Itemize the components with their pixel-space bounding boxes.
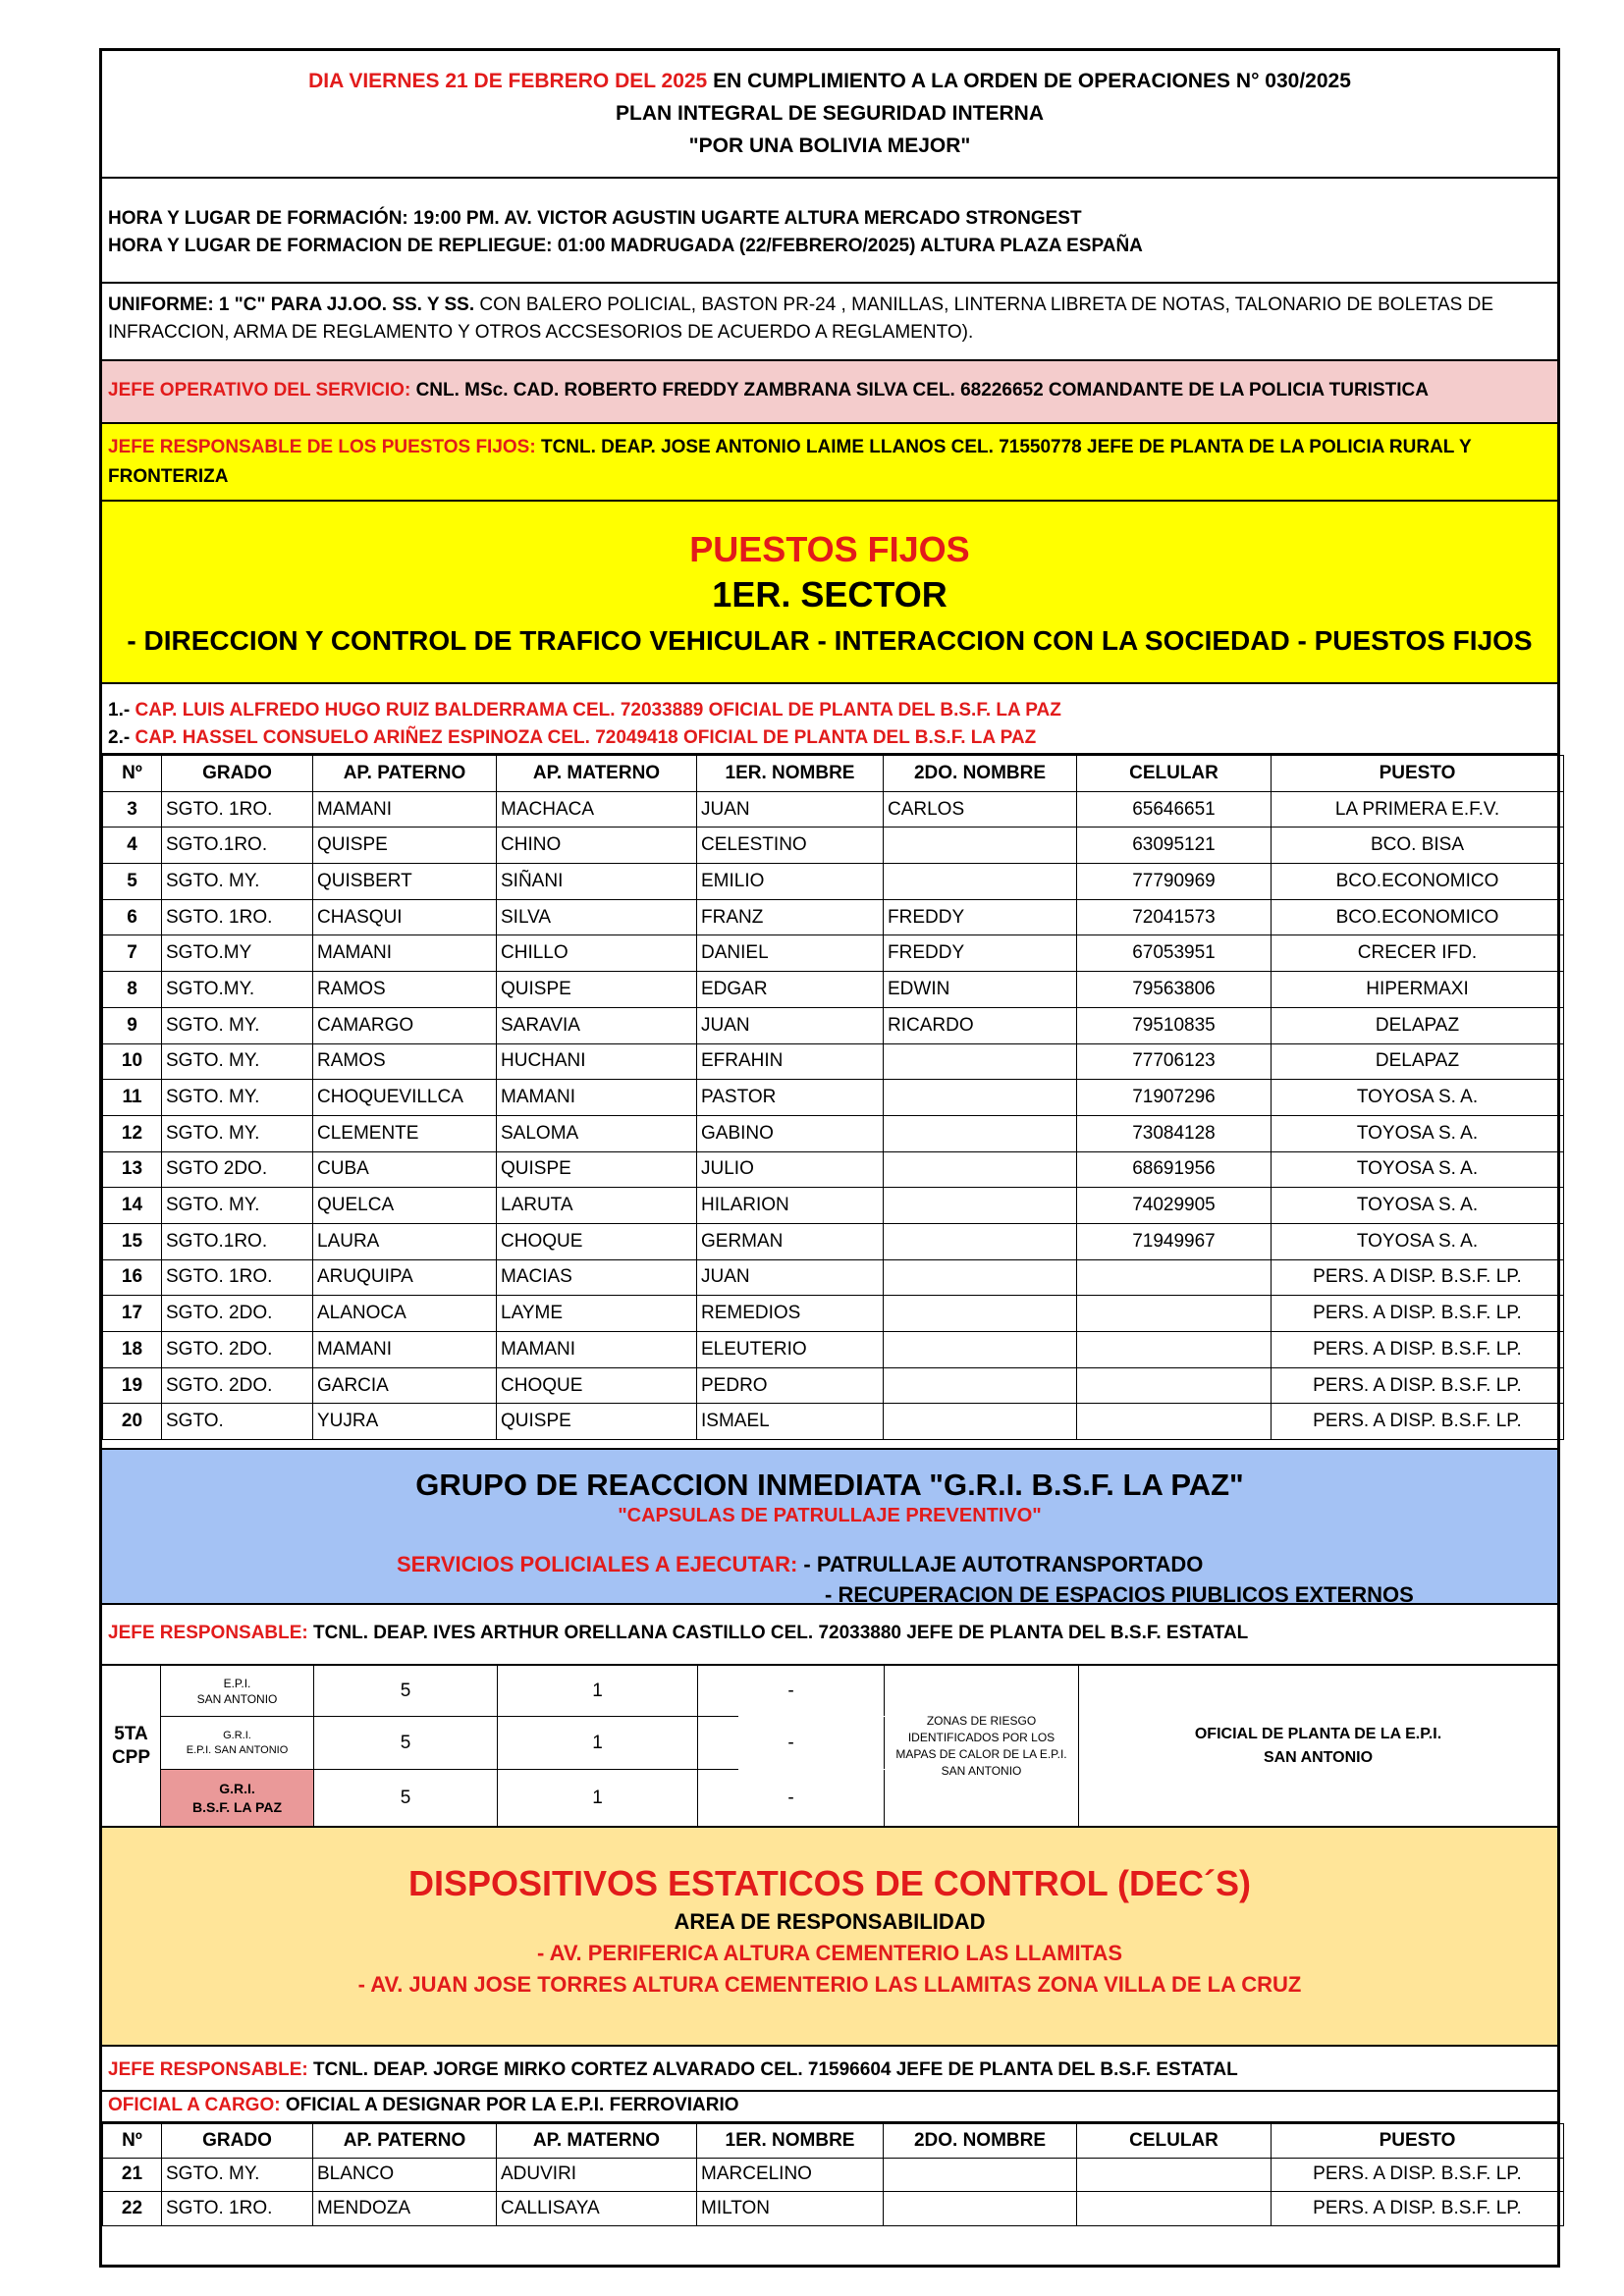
- cpp-unit: [161, 1770, 314, 1826]
- cell-first-name: JUAN: [697, 1007, 884, 1043]
- cell-maternal-surname: CHINO: [497, 828, 697, 864]
- cell-maternal-surname: SIÑANI: [497, 864, 697, 900]
- table-row: [103, 1367, 1564, 1404]
- table-row: [103, 2158, 1564, 2192]
- cell-row-number: 21: [103, 2158, 162, 2192]
- cpp-value: 5: [314, 1666, 498, 1716]
- cell-post: BCO.ECONOMICO: [1272, 899, 1564, 935]
- officer-item: [108, 697, 1557, 724]
- risk-zones-line: IDENTIFICADOS POR LOS: [907, 1730, 1056, 1744]
- cell-phone: 71949967: [1077, 1223, 1272, 1259]
- cell-post: LA PRIMERA E.F.V.: [1272, 791, 1564, 828]
- cell-second-name: [884, 1043, 1077, 1080]
- cell-paternal-surname: QUISBERT: [313, 864, 497, 900]
- cell-paternal-surname: QUISPE: [313, 828, 497, 864]
- cell-row-number: 11: [103, 1080, 162, 1116]
- cell-rank: SGTO 2DO.: [162, 1151, 313, 1188]
- cell-maternal-surname: SILVA: [497, 899, 697, 935]
- dec-location: - AV. JUAN JOSE TORRES ALTURA CEMENTERIO LAS LLAMITAS ZONA VILLA DE LA CRUZ: [357, 1972, 1302, 1997]
- cpp-unit-line: E.P.I. SAN ANTONIO: [186, 1743, 289, 1756]
- cpp-unit-line: E.P.I.: [223, 1676, 251, 1690]
- dec-title: DISPOSITIVOS ESTATICOS DE CONTROL (DEC´S): [407, 1863, 1252, 1903]
- table-row: [103, 828, 1564, 864]
- cell-maternal-surname: HUCHANI: [497, 1043, 697, 1080]
- cell-second-name: FREDDY: [884, 899, 1077, 935]
- table-row: [103, 1223, 1564, 1259]
- cell-phone: 79510835: [1077, 1007, 1272, 1043]
- column-header-maternal-surname: AP. MATERNO: [497, 2124, 697, 2159]
- cell-row-number: 17: [103, 1296, 162, 1332]
- table-row: [103, 935, 1564, 972]
- cell-row-number: 5: [103, 864, 162, 900]
- cell-second-name: [884, 864, 1077, 900]
- cell-rank: SGTO. 1RO.: [162, 2192, 313, 2226]
- cell-paternal-surname: ALANOCA: [313, 1296, 497, 1332]
- cell-first-name: DANIEL: [697, 935, 884, 972]
- cell-paternal-surname: CHASQUI: [313, 899, 497, 935]
- column-header-rank: GRADO: [162, 756, 313, 792]
- table-row: [103, 1188, 1564, 1224]
- cell-paternal-surname: MENDOZA: [313, 2192, 497, 2226]
- cell-first-name: ISMAEL: [697, 1404, 884, 1440]
- cell-row-number: 10: [103, 1043, 162, 1080]
- table-row: [103, 2192, 1564, 2226]
- header-date: DIA VIERNES 21 DE FEBRERO DEL 2025: [308, 70, 708, 92]
- cell-maternal-surname: QUISPE: [497, 972, 697, 1008]
- officers-list: [102, 684, 1557, 755]
- cell-row-number: 20: [103, 1404, 162, 1440]
- cell-post: PERS. A DISP. B.S.F. LP.: [1272, 1296, 1564, 1332]
- cell-rank: SGTO. 1RO.: [162, 1259, 313, 1296]
- cpp-unit-line: G.R.I.: [223, 1729, 251, 1741]
- table-row: [103, 1296, 1564, 1332]
- cell-first-name: EMILIO: [697, 864, 884, 900]
- cell-rank: SGTO.MY.: [162, 972, 313, 1008]
- cell-paternal-surname: MAMANI: [313, 1332, 497, 1368]
- cell-post: PERS. A DISP. B.S.F. LP.: [1272, 2158, 1564, 2192]
- cell-post: BCO. BISA: [1272, 828, 1564, 864]
- column-header-maternal-surname: AP. MATERNO: [497, 756, 697, 792]
- table-row: [103, 1404, 1564, 1440]
- column-header-row-number: Nº: [103, 2124, 162, 2159]
- cell-row-number: 15: [103, 1223, 162, 1259]
- header-order: EN CUMPLIMIENTO A LA ORDEN DE OPERACIONES N° 030/2025: [707, 70, 1351, 92]
- cell-maternal-surname: CHOQUE: [497, 1367, 697, 1404]
- cell-paternal-surname: YUJRA: [313, 1404, 497, 1440]
- cpp-value: 5: [314, 1770, 498, 1826]
- cell-rank: SGTO. MY.: [162, 1007, 313, 1043]
- gri-title: GRUPO DE REACCION INMEDIATA "G.R.I. B.S.F. LA PAZ": [415, 1468, 1244, 1502]
- cell-row-number: 22: [103, 2192, 162, 2226]
- fixed-posts-title: PUESTOS FIJOS: [689, 529, 970, 569]
- services-label: SERVICIOS POLICIALES A EJECUTAR:: [397, 1552, 798, 1576]
- cell-first-name: HILARION: [697, 1188, 884, 1224]
- cell-post: CRECER IFD.: [1272, 935, 1564, 972]
- risk-zones-line: SAN ANTONIO: [941, 1763, 1022, 1778]
- cell-row-number: 9: [103, 1007, 162, 1043]
- cell-phone: 74029905: [1077, 1188, 1272, 1224]
- cell-phone: 79563806: [1077, 972, 1272, 1008]
- column-header-rank: GRADO: [162, 2124, 313, 2159]
- table-header-row: [103, 2124, 1564, 2159]
- dec-personnel-rows: [103, 2158, 1564, 2225]
- cpp-value: 5: [314, 1717, 498, 1769]
- header-slogan: "POR UNA BOLIVIA MEJOR": [688, 134, 971, 157]
- dec-personnel-table: [102, 2123, 1564, 2226]
- cell-second-name: [884, 1259, 1077, 1296]
- cell-row-number: 14: [103, 1188, 162, 1224]
- cell-phone: 71907296: [1077, 1080, 1272, 1116]
- dec-area: AREA DE RESPONSABILIDAD: [674, 1909, 986, 1934]
- cell-first-name: PEDRO: [697, 1367, 884, 1404]
- fixed-posts-chief-text-1: TCNL. DEAP. JOSE ANTONIO LAIME LLANOS CEL. 71550778 JEFE DE PLANTA DE LA POLICIA RURAL Y: [535, 437, 1472, 457]
- dec-chief-label: JEFE RESPONSABLE:: [108, 2059, 308, 2080]
- column-header-phone: CELULAR: [1077, 2124, 1272, 2159]
- table-row: [103, 791, 1564, 828]
- planta-officer-line: SAN ANTONIO: [1263, 1748, 1374, 1766]
- cpp-value: 1: [498, 1770, 698, 1826]
- cell-maternal-surname: MACIAS: [497, 1259, 697, 1296]
- planta-officer-line: OFICIAL DE PLANTA DE LA E.P.I.: [1194, 1725, 1442, 1742]
- document-header: [102, 51, 1557, 179]
- cell-paternal-surname: BLANCO: [313, 2158, 497, 2192]
- cell-row-number: 8: [103, 972, 162, 1008]
- cell-maternal-surname: MAMANI: [497, 1080, 697, 1116]
- cell-phone: [1077, 2192, 1272, 2226]
- gri-chief-label: JEFE RESPONSABLE:: [108, 1623, 308, 1643]
- cell-row-number: 18: [103, 1332, 162, 1368]
- cell-paternal-surname: GARCIA: [313, 1367, 497, 1404]
- service-item: - RECUPERACION DE ESPACIOS PIUBLICOS EXTERNOS: [825, 1582, 1414, 1607]
- cell-phone: [1077, 2158, 1272, 2192]
- cell-row-number: 6: [103, 899, 162, 935]
- cell-first-name: EFRAHIN: [697, 1043, 884, 1080]
- dec-banner: [102, 1828, 1557, 2047]
- cell-paternal-surname: CAMARGO: [313, 1007, 497, 1043]
- header-plan: PLAN INTEGRAL DE SEGURIDAD INTERNA: [616, 102, 1044, 125]
- cell-row-number: 19: [103, 1367, 162, 1404]
- cell-first-name: GERMAN: [697, 1223, 884, 1259]
- cell-rank: SGTO.1RO.: [162, 1223, 313, 1259]
- cell-phone: 73084128: [1077, 1115, 1272, 1151]
- column-header-paternal-surname: AP. PATERNO: [313, 756, 497, 792]
- risk-zones-line: ZONAS DE RIESGO: [926, 1713, 1037, 1728]
- cpp-row: [161, 1717, 794, 1770]
- cell-post: DELAPAZ: [1272, 1043, 1564, 1080]
- cell-post: PERS. A DISP. B.S.F. LP.: [1272, 1367, 1564, 1404]
- cell-phone: [1077, 1296, 1272, 1332]
- cpp-value: -: [698, 1770, 885, 1826]
- cell-post: TOYOSA S. A.: [1272, 1151, 1564, 1188]
- cell-first-name: EDGAR: [697, 972, 884, 1008]
- cell-paternal-surname: CUBA: [313, 1151, 497, 1188]
- uniform-text-2: INFRACCION, ARMA DE REGLAMENTO Y OTROS ACCSESORIOS DE ACUERDO A REGLAMENTO).: [108, 322, 974, 343]
- cell-first-name: GABINO: [697, 1115, 884, 1151]
- gri-subtitle: "CAPSULAS DE PATRULLAJE PREVENTIVO": [618, 1505, 1042, 1526]
- cell-paternal-surname: RAMOS: [313, 972, 497, 1008]
- cell-second-name: CARLOS: [884, 791, 1077, 828]
- cell-second-name: [884, 1115, 1077, 1151]
- withdrawal-time: HORA Y LUGAR DE FORMACION DE REPLIEGUE: 01:00 MADRUGADA (22/FEBRERO/2025) ALTURA PLAZA ESPAÑA: [108, 236, 1143, 256]
- table-row: [103, 1151, 1564, 1188]
- officer-in-charge-label: OFICIAL A CARGO:: [108, 2095, 281, 2115]
- table-row: [103, 864, 1564, 900]
- cell-rank: SGTO. MY.: [162, 1188, 313, 1224]
- cell-paternal-surname: RAMOS: [313, 1043, 497, 1080]
- fixed-posts-chief-label: JEFE RESPONSABLE DE LOS PUESTOS FIJOS:: [108, 437, 536, 457]
- service-item: - PATRULLAJE AUTOTRANSPORTADO: [797, 1552, 1204, 1576]
- cell-paternal-surname: CLEMENTE: [313, 1115, 497, 1151]
- sector-title: 1ER. SECTOR: [712, 574, 947, 614]
- cell-row-number: 16: [103, 1259, 162, 1296]
- cell-post: DELAPAZ: [1272, 1007, 1564, 1043]
- operations-chief-label: JEFE OPERATIVO DEL SERVICIO:: [108, 380, 411, 400]
- cell-phone: 77790969: [1077, 864, 1272, 900]
- cell-maternal-surname: MACHACA: [497, 791, 697, 828]
- officer-in-charge-text: OFICIAL A DESIGNAR POR LA E.P.I. FERROVIARIO: [280, 2095, 739, 2115]
- gri-banner: [102, 1448, 1557, 1605]
- operations-chief-text: CNL. MSc. CAD. ROBERTO FREDDY ZAMBRANA SILVA CEL. 68226652 COMANDANTE DE LA POLICIA TURISTICA: [410, 380, 1429, 400]
- operations-order-document: [99, 48, 1560, 2268]
- column-header-post: PUESTO: [1272, 2124, 1564, 2159]
- cell-first-name: MARCELINO: [697, 2158, 884, 2192]
- cell-rank: SGTO. MY.: [162, 1080, 313, 1116]
- cell-post: PERS. A DISP. B.S.F. LP.: [1272, 1332, 1564, 1368]
- cell-maternal-surname: CHOQUE: [497, 1223, 697, 1259]
- cell-second-name: EDWIN: [884, 972, 1077, 1008]
- cpp-value: -: [698, 1666, 885, 1716]
- cell-phone: 72041573: [1077, 899, 1272, 935]
- cell-phone: [1077, 1259, 1272, 1296]
- risk-zones-line: MAPAS DE CALOR DE LA E.P.I.: [895, 1746, 1067, 1761]
- cell-rank: SGTO. MY.: [162, 864, 313, 900]
- cell-second-name: [884, 1296, 1077, 1332]
- cell-first-name: PASTOR: [697, 1080, 884, 1116]
- fixed-posts-chief: [102, 424, 1557, 502]
- cpp-value: -: [698, 1717, 885, 1769]
- uniform-label: UNIFORME: 1 "C" PARA JJ.OO. SS. Y SS.: [108, 294, 475, 315]
- cpp-value: 1: [498, 1717, 698, 1769]
- cell-paternal-surname: MAMANI: [313, 791, 497, 828]
- officer-text: CAP. HASSEL CONSUELO ARIÑEZ ESPINOZA CEL. 72049418 OFICIAL DE PLANTA DEL B.S.F. LA PAZ: [130, 727, 1037, 748]
- cell-first-name: JULIO: [697, 1151, 884, 1188]
- cell-phone: 65646651: [1077, 791, 1272, 828]
- fixed-posts-chief-text-2: FRONTERIZA: [108, 466, 229, 487]
- officer-number: 1.-: [108, 700, 131, 721]
- officer-in-charge: [102, 2092, 1557, 2123]
- cell-first-name: FRANZ: [697, 899, 884, 935]
- cell-rank: SGTO. 1RO.: [162, 899, 313, 935]
- cell-post: TOYOSA S. A.: [1272, 1115, 1564, 1151]
- cell-rank: SGTO. MY.: [162, 1043, 313, 1080]
- cell-row-number: 3: [103, 791, 162, 828]
- cell-second-name: [884, 2192, 1077, 2226]
- cell-row-number: 13: [103, 1151, 162, 1188]
- cell-maternal-surname: MAMANI: [497, 1332, 697, 1368]
- planta-officer-cell: [1079, 1666, 1557, 1826]
- cell-phone: 63095121: [1077, 828, 1272, 864]
- cell-first-name: JUAN: [697, 791, 884, 828]
- table-row: [103, 972, 1564, 1008]
- cell-rank: SGTO. 1RO.: [162, 791, 313, 828]
- fixed-posts-subtitle: - DIRECCION Y CONTROL DE TRAFICO VEHICULAR - INTERACCION CON LA SOCIEDAD - PUESTOS FIJOS: [127, 625, 1533, 656]
- cell-first-name: MILTON: [697, 2192, 884, 2226]
- cell-post: TOYOSA S. A.: [1272, 1080, 1564, 1116]
- cpp-unit: [161, 1666, 314, 1716]
- officer-item: [108, 724, 1557, 752]
- cell-rank: SGTO. 2DO.: [162, 1296, 313, 1332]
- cell-phone: [1077, 1404, 1272, 1440]
- table-row: [103, 1080, 1564, 1116]
- cell-rank: SGTO. 2DO.: [162, 1367, 313, 1404]
- cpp-label: [102, 1666, 161, 1826]
- uniform-text-1: CON BALERO POLICIAL, BASTON PR-24 , MANILLAS, LINTERNA LIBRETA DE NOTAS, TALONARIO DE BOLETAS DE: [474, 294, 1494, 315]
- column-header-first-name: 1ER. NOMBRE: [697, 756, 884, 792]
- table-header-row: [103, 756, 1564, 792]
- cell-post: PERS. A DISP. B.S.F. LP.: [1272, 1404, 1564, 1440]
- table-row: [103, 1007, 1564, 1043]
- cell-second-name: [884, 1367, 1077, 1404]
- cpp-row: [161, 1666, 794, 1717]
- officer-number: 2.-: [108, 727, 131, 748]
- cell-post: PERS. A DISP. B.S.F. LP.: [1272, 1259, 1564, 1296]
- cell-maternal-surname: LAYME: [497, 1296, 697, 1332]
- table-row: [103, 899, 1564, 935]
- dec-chief: [102, 2047, 1557, 2092]
- cell-rank: SGTO.: [162, 1404, 313, 1440]
- cell-paternal-surname: QUELCA: [313, 1188, 497, 1224]
- cpp-unit: [161, 1717, 314, 1769]
- cell-post: TOYOSA S. A.: [1272, 1223, 1564, 1259]
- cell-maternal-surname: QUISPE: [497, 1404, 697, 1440]
- cell-second-name: RICARDO: [884, 1007, 1077, 1043]
- cell-second-name: FREDDY: [884, 935, 1077, 972]
- cell-second-name: [884, 1223, 1077, 1259]
- schedule-section: [102, 179, 1557, 284]
- cpp-value: 1: [498, 1666, 698, 1716]
- cell-first-name: REMEDIOS: [697, 1296, 884, 1332]
- cell-phone: [1077, 1367, 1272, 1404]
- fixed-posts-banner: [102, 502, 1557, 684]
- gri-chief: [102, 1605, 1557, 1666]
- table-row: [103, 1259, 1564, 1296]
- cell-row-number: 12: [103, 1115, 162, 1151]
- cpp-label-line: 5TA: [114, 1723, 148, 1744]
- gri-chief-text: TCNL. DEAP. IVES ARTHUR ORELLANA CASTILLO CEL. 72033880 JEFE DE PLANTA DEL B.S.F. ESTATAL: [307, 1623, 1249, 1643]
- fixed-posts-table: [102, 755, 1564, 1440]
- cell-phone: 67053951: [1077, 935, 1272, 972]
- formation-time: HORA Y LUGAR DE FORMACIÓN: 19:00 PM. AV. VICTOR AGUSTIN UGARTE ALTURA MERCADO STRONGEST: [108, 208, 1082, 229]
- risk-zones-cell: [885, 1666, 1079, 1826]
- cell-second-name: [884, 2158, 1077, 2192]
- cell-second-name: [884, 1080, 1077, 1116]
- cell-maternal-surname: SARAVIA: [497, 1007, 697, 1043]
- cell-phone: [1077, 1332, 1272, 1368]
- cpp-label-line: CPP: [111, 1746, 151, 1768]
- cell-rank: SGTO. MY.: [162, 2158, 313, 2192]
- cell-second-name: [884, 1151, 1077, 1188]
- cell-second-name: [884, 828, 1077, 864]
- table-row: [103, 1043, 1564, 1080]
- column-header-first-name: 1ER. NOMBRE: [697, 2124, 884, 2159]
- cpp-unit-line: G.R.I.: [219, 1780, 255, 1796]
- cell-row-number: 4: [103, 828, 162, 864]
- cell-phone: 77706123: [1077, 1043, 1272, 1080]
- cell-paternal-surname: LAURA: [313, 1223, 497, 1259]
- cell-second-name: [884, 1188, 1077, 1224]
- cell-paternal-surname: ARUQUIPA: [313, 1259, 497, 1296]
- table-row: [103, 1115, 1564, 1151]
- cell-maternal-surname: QUISPE: [497, 1151, 697, 1188]
- column-header-second-name: 2DO. NOMBRE: [884, 756, 1077, 792]
- dec-chief-text: TCNL. DEAP. JORGE MIRKO CORTEZ ALVARADO CEL. 71596604 JEFE DE PLANTA DEL B.S.F. ESTATAL: [307, 2059, 1238, 2080]
- cpp-block: [102, 1666, 1557, 1828]
- cpp-unit-line: SAN ANTONIO: [196, 1691, 278, 1706]
- column-header-row-number: Nº: [103, 756, 162, 792]
- cell-second-name: [884, 1332, 1077, 1368]
- cell-paternal-surname: MAMANI: [313, 935, 497, 972]
- dec-location: - AV. PERIFERICA ALTURA CEMENTERIO LAS LLAMITAS: [536, 1941, 1123, 1965]
- cell-phone: 68691956: [1077, 1151, 1272, 1188]
- operations-chief: [102, 361, 1557, 424]
- column-header-paternal-surname: AP. PATERNO: [313, 2124, 497, 2159]
- cell-rank: SGTO. MY.: [162, 1115, 313, 1151]
- cell-post: TOYOSA S. A.: [1272, 1188, 1564, 1224]
- table-row: [103, 1332, 1564, 1368]
- cell-first-name: JUAN: [697, 1259, 884, 1296]
- cell-maternal-surname: CHILLO: [497, 935, 697, 972]
- cell-maternal-surname: ADUVIRI: [497, 2158, 697, 2192]
- cell-maternal-surname: CALLISAYA: [497, 2192, 697, 2226]
- cell-maternal-surname: SALOMA: [497, 1115, 697, 1151]
- column-header-post: PUESTO: [1272, 756, 1564, 792]
- column-header-phone: CELULAR: [1077, 756, 1272, 792]
- cell-post: PERS. A DISP. B.S.F. LP.: [1272, 2192, 1564, 2226]
- cell-post: BCO.ECONOMICO: [1272, 864, 1564, 900]
- column-header-second-name: 2DO. NOMBRE: [884, 2124, 1077, 2159]
- fixed-posts-rows: [103, 791, 1564, 1439]
- cell-maternal-surname: LARUTA: [497, 1188, 697, 1224]
- cell-rank: SGTO.MY: [162, 935, 313, 972]
- cell-post: HIPERMAXI: [1272, 972, 1564, 1008]
- cell-first-name: CELESTINO: [697, 828, 884, 864]
- uniform-section: [102, 284, 1557, 361]
- cpp-row: [161, 1770, 794, 1826]
- cell-row-number: 7: [103, 935, 162, 972]
- cell-rank: SGTO.1RO.: [162, 828, 313, 864]
- cell-paternal-surname: CHOQUEVILLCA: [313, 1080, 497, 1116]
- cell-rank: SGTO. 2DO.: [162, 1332, 313, 1368]
- cpp-unit-line: B.S.F. LA PAZ: [192, 1798, 282, 1815]
- cell-second-name: [884, 1404, 1077, 1440]
- cell-first-name: ELEUTERIO: [697, 1332, 884, 1368]
- officer-text: CAP. LUIS ALFREDO HUGO RUIZ BALDERRAMA CEL. 72033889 OFICIAL DE PLANTA DEL B.S.F. LA PAZ: [130, 700, 1061, 721]
